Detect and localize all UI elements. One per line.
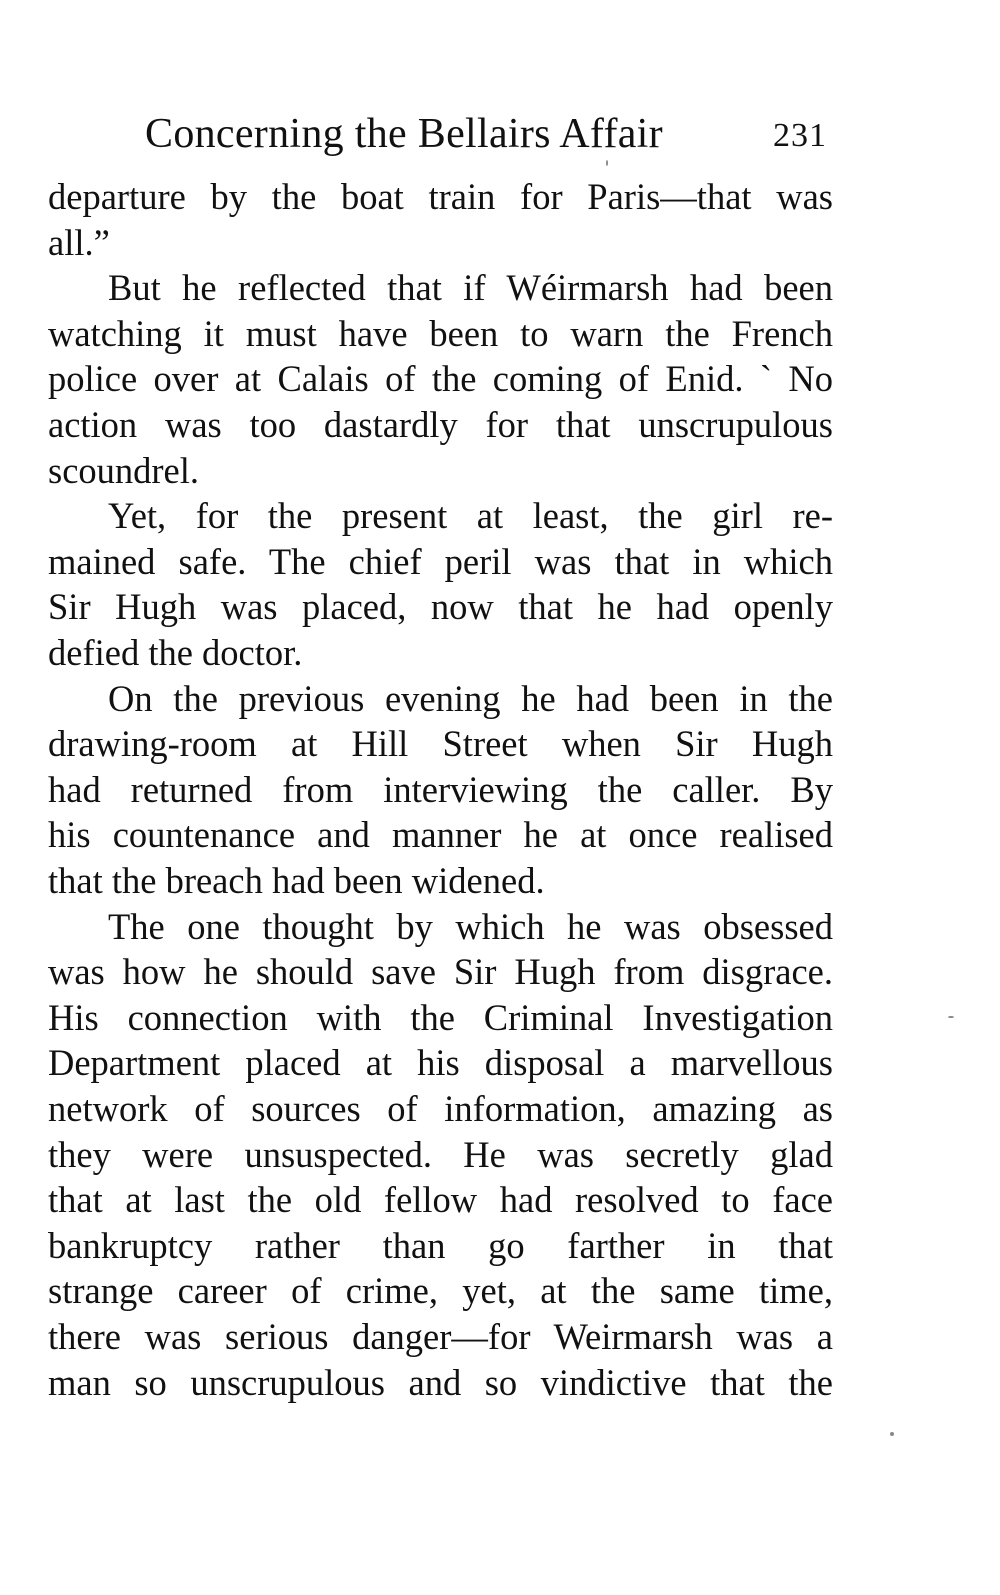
chapter-title: Concerning the Bellairs Affair — [145, 111, 663, 157]
text-line: police over at Calais of the coming of Enid. ` No — [48, 358, 833, 399]
text-line: Sir Hugh was placed, now that he had openly — [48, 586, 833, 627]
text-line: man so unscrupulous and so vindictive that the — [48, 1362, 833, 1403]
text-line: watching it must have been to warn the French — [48, 313, 833, 354]
text-line: network of sources of information, amazing as — [48, 1088, 833, 1129]
text-line: departure by the boat train for Paris—that was — [48, 176, 833, 217]
text-line: had returned from interviewing the caller. By — [48, 769, 833, 810]
text-line: On the previous evening he had been in the — [108, 678, 833, 719]
text-line: they were unsuspected. He was secretly glad — [48, 1134, 833, 1175]
text-line: there was serious danger—for Weirmarsh was a — [48, 1316, 833, 1357]
text-line: that the breach had been widened. — [48, 860, 545, 901]
text-line: The one thought by which he was obsessed — [108, 906, 833, 947]
text-line: his countenance and manner he at once realised — [48, 814, 833, 855]
scan-speck — [948, 1016, 954, 1018]
text-line: that at last the old fellow had resolved to face — [48, 1179, 833, 1220]
text-line: Yet, for the present at least, the girl re- — [108, 495, 833, 536]
text-line: scoundrel. — [48, 450, 200, 491]
text-line: action was too dastardly for that unscrupulous — [48, 404, 833, 445]
text-line: bankruptcy rather than go farther in that — [48, 1225, 833, 1266]
text-line: defied the doctor. — [48, 632, 303, 673]
text-line: mained safe. The chief peril was that in which — [48, 541, 833, 582]
page-number: 231 — [773, 117, 827, 154]
text-line: strange career of crime, yet, at the same time, — [48, 1270, 833, 1311]
scan-speck — [606, 160, 608, 166]
text-line: Department placed at his disposal a marvellous — [48, 1042, 833, 1083]
text-line: His connection with the Criminal Investigation — [48, 997, 833, 1038]
text-line: drawing-room at Hill Street when Sir Hugh — [48, 723, 833, 764]
running-header — [145, 104, 845, 164]
text-line: But he reflected that if Wéirmarsh had been — [108, 267, 833, 308]
text-line: all.” — [48, 222, 110, 263]
text-line: was how he should save Sir Hugh from disgrace. — [48, 951, 833, 992]
scan-speck — [890, 1432, 894, 1436]
